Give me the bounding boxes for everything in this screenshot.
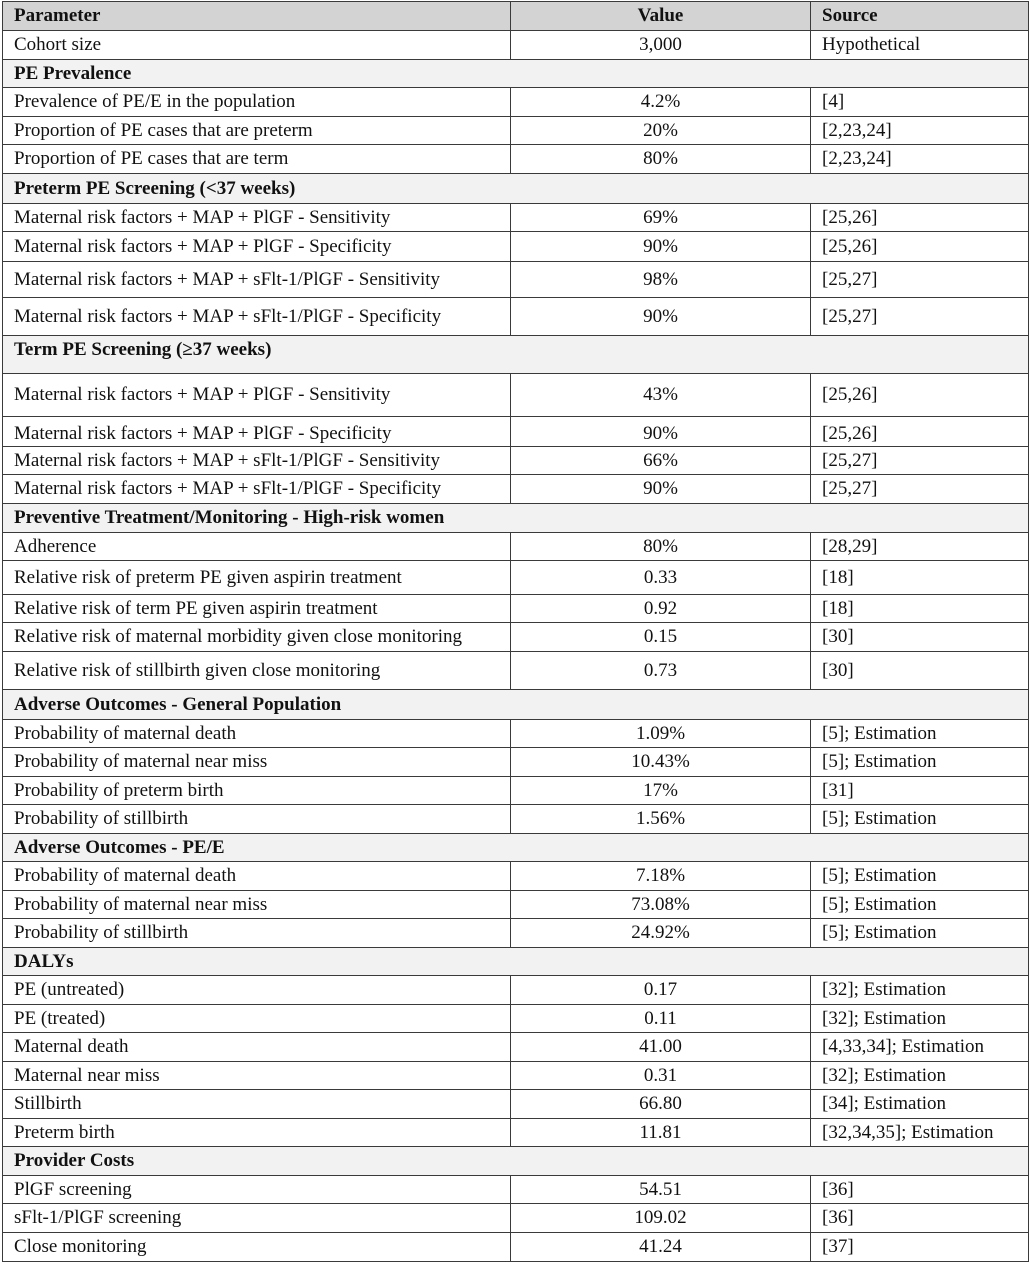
section-header-row	[3, 336, 1029, 374]
table-row	[3, 595, 1029, 623]
parameter-cell: Relative risk of stillbirth given close monitoring	[3, 652, 511, 690]
table-row	[3, 417, 1029, 447]
source-cell: [25,27]	[811, 298, 1029, 336]
source-cell: [25,26]	[811, 374, 1029, 417]
value-cell: 1.56%	[511, 805, 811, 834]
source-cell: [32]; Estimation	[811, 1005, 1029, 1033]
source-cell: [4,33,34]; Estimation	[811, 1033, 1029, 1062]
parameter-cell: Probability of stillbirth	[3, 805, 511, 834]
table-row	[3, 1090, 1029, 1119]
table-row	[3, 623, 1029, 652]
parameter-cell: Maternal near miss	[3, 1062, 511, 1090]
header-row	[3, 2, 1029, 31]
source-cell: [25,26]	[811, 417, 1029, 447]
parameter-cell: Probability of preterm birth	[3, 777, 511, 805]
source-cell: [30]	[811, 652, 1029, 690]
table-row	[3, 475, 1029, 504]
table-row	[3, 1033, 1029, 1062]
section-title: Provider Costs	[3, 1147, 1029, 1176]
header-parameter: Parameter	[3, 2, 511, 31]
table-row	[3, 232, 1029, 262]
parameter-cell: PE (treated)	[3, 1005, 511, 1033]
parameter-cell: Close monitoring	[3, 1233, 511, 1262]
value-cell: 66.80	[511, 1090, 811, 1119]
value-cell: 80%	[511, 145, 811, 174]
table-row	[3, 720, 1029, 748]
table-row	[3, 1233, 1029, 1262]
source-cell: [4]	[811, 88, 1029, 117]
table-row	[3, 976, 1029, 1005]
table-row	[3, 145, 1029, 174]
section-header-row	[3, 174, 1029, 204]
source-cell: [2,23,24]	[811, 117, 1029, 145]
parameter-cell: Cohort size	[3, 31, 511, 60]
parameter-cell: Maternal risk factors + MAP + sFlt-1/PlGF - Specificity	[3, 298, 511, 336]
table-row	[3, 262, 1029, 298]
value-cell: 0.17	[511, 976, 811, 1005]
header-value: Value	[511, 2, 811, 31]
parameter-cell: Preterm birth	[3, 1119, 511, 1147]
table-row	[3, 117, 1029, 145]
table-row	[3, 374, 1029, 417]
value-cell: 90%	[511, 417, 811, 447]
source-cell: [5]; Estimation	[811, 862, 1029, 891]
table-row	[3, 1119, 1029, 1147]
source-cell: [25,26]	[811, 204, 1029, 232]
parameter-cell: Relative risk of maternal morbidity given close monitoring	[3, 623, 511, 652]
table-row	[3, 891, 1029, 919]
value-cell: 0.31	[511, 1062, 811, 1090]
source-cell: [5]; Estimation	[811, 919, 1029, 948]
parameter-cell: Relative risk of preterm PE given aspirin treatment	[3, 561, 511, 595]
source-cell: [5]; Estimation	[811, 891, 1029, 919]
section-header-row	[3, 948, 1029, 976]
value-cell: 11.81	[511, 1119, 811, 1147]
source-cell: [5]; Estimation	[811, 805, 1029, 834]
parameter-cell: Proportion of PE cases that are term	[3, 145, 511, 174]
table-row	[3, 1005, 1029, 1033]
parameter-cell: Maternal risk factors + MAP + PlGF - Sensitivity	[3, 204, 511, 232]
source-cell: Hypothetical	[811, 31, 1029, 60]
table-row	[3, 919, 1029, 948]
header-source: Source	[811, 2, 1029, 31]
table-row	[3, 447, 1029, 475]
table-row	[3, 88, 1029, 117]
parameter-cell: Maternal risk factors + MAP + sFlt-1/PlGF - Sensitivity	[3, 447, 511, 475]
table-row	[3, 298, 1029, 336]
source-cell: [25,27]	[811, 475, 1029, 504]
section-title: Preventive Treatment/Monitoring - High-risk women	[3, 504, 1029, 533]
source-cell: [5]; Estimation	[811, 748, 1029, 777]
section-title: Adverse Outcomes - PE/E	[3, 834, 1029, 862]
section-title: Preterm PE Screening (<37 weeks)	[3, 174, 1029, 204]
parameter-cell: Probability of maternal near miss	[3, 891, 511, 919]
source-cell: [5]; Estimation	[811, 720, 1029, 748]
table-row	[3, 1204, 1029, 1233]
table-row	[3, 748, 1029, 777]
section-header-row	[3, 1147, 1029, 1176]
value-cell: 4.2%	[511, 88, 811, 117]
parameter-cell: Proportion of PE cases that are preterm	[3, 117, 511, 145]
value-cell: 24.92%	[511, 919, 811, 948]
parameter-cell: Maternal death	[3, 1033, 511, 1062]
value-cell: 41.00	[511, 1033, 811, 1062]
table-row	[3, 1176, 1029, 1204]
table-row	[3, 805, 1029, 834]
table-row	[3, 777, 1029, 805]
parameter-cell: Relative risk of term PE given aspirin treatment	[3, 595, 511, 623]
section-title: DALYs	[3, 948, 1029, 976]
value-cell: 90%	[511, 232, 811, 262]
section-header-row	[3, 690, 1029, 720]
section-title: PE Prevalence	[3, 60, 1029, 88]
value-cell: 0.92	[511, 595, 811, 623]
parameter-cell: Probability of maternal death	[3, 862, 511, 891]
parameter-cell: Adherence	[3, 533, 511, 561]
value-cell: 66%	[511, 447, 811, 475]
parameter-cell: Maternal risk factors + MAP + sFlt-1/PlGF - Sensitivity	[3, 262, 511, 298]
parameter-cell: Stillbirth	[3, 1090, 511, 1119]
source-cell: [34]; Estimation	[811, 1090, 1029, 1119]
value-cell: 54.51	[511, 1176, 811, 1204]
source-cell: [18]	[811, 595, 1029, 623]
table-row	[3, 862, 1029, 891]
value-cell: 7.18%	[511, 862, 811, 891]
source-cell: [31]	[811, 777, 1029, 805]
value-cell: 90%	[511, 298, 811, 336]
value-cell: 109.02	[511, 1204, 811, 1233]
value-cell: 73.08%	[511, 891, 811, 919]
source-cell: [32]; Estimation	[811, 1062, 1029, 1090]
parameter-cell: Maternal risk factors + MAP + PlGF - Sensitivity	[3, 374, 511, 417]
value-cell: 0.73	[511, 652, 811, 690]
table-row	[3, 561, 1029, 595]
table-body	[3, 31, 1029, 1262]
source-cell: [30]	[811, 623, 1029, 652]
value-cell: 98%	[511, 262, 811, 298]
parameter-cell: PlGF screening	[3, 1176, 511, 1204]
value-cell: 20%	[511, 117, 811, 145]
value-cell: 1.09%	[511, 720, 811, 748]
table-row	[3, 31, 1029, 60]
value-cell: 69%	[511, 204, 811, 232]
section-title: Term PE Screening (≥37 weeks)	[3, 336, 1029, 374]
value-cell: 0.15	[511, 623, 811, 652]
table-row	[3, 652, 1029, 690]
table-row	[3, 204, 1029, 232]
parameter-cell: Probability of maternal death	[3, 720, 511, 748]
parameter-cell: sFlt-1/PlGF screening	[3, 1204, 511, 1233]
source-cell: [25,27]	[811, 447, 1029, 475]
parameter-table	[2, 1, 1029, 1262]
source-cell: [25,27]	[811, 262, 1029, 298]
parameter-cell: Maternal risk factors + MAP + sFlt-1/PlGF - Specificity	[3, 475, 511, 504]
source-cell: [25,26]	[811, 232, 1029, 262]
value-cell: 90%	[511, 475, 811, 504]
section-header-row	[3, 504, 1029, 533]
source-cell: [2,23,24]	[811, 145, 1029, 174]
parameter-cell: Probability of stillbirth	[3, 919, 511, 948]
source-cell: [36]	[811, 1176, 1029, 1204]
source-cell: [32]; Estimation	[811, 976, 1029, 1005]
source-cell: [28,29]	[811, 533, 1029, 561]
table-row	[3, 1062, 1029, 1090]
section-header-row	[3, 834, 1029, 862]
value-cell: 43%	[511, 374, 811, 417]
value-cell: 80%	[511, 533, 811, 561]
value-cell: 0.33	[511, 561, 811, 595]
parameter-cell: Maternal risk factors + MAP + PlGF - Specificity	[3, 417, 511, 447]
value-cell: 41.24	[511, 1233, 811, 1262]
source-cell: [18]	[811, 561, 1029, 595]
source-cell: [37]	[811, 1233, 1029, 1262]
section-header-row	[3, 60, 1029, 88]
parameter-cell: PE (untreated)	[3, 976, 511, 1005]
parameter-cell: Prevalence of PE/E in the population	[3, 88, 511, 117]
source-cell: [32,34,35]; Estimation	[811, 1119, 1029, 1147]
source-cell: [36]	[811, 1204, 1029, 1233]
section-title: Adverse Outcomes - General Population	[3, 690, 1029, 720]
value-cell: 3,000	[511, 31, 811, 60]
value-cell: 0.11	[511, 1005, 811, 1033]
parameter-cell: Maternal risk factors + MAP + PlGF - Specificity	[3, 232, 511, 262]
value-cell: 17%	[511, 777, 811, 805]
parameter-cell: Probability of maternal near miss	[3, 748, 511, 777]
table-row	[3, 533, 1029, 561]
value-cell: 10.43%	[511, 748, 811, 777]
